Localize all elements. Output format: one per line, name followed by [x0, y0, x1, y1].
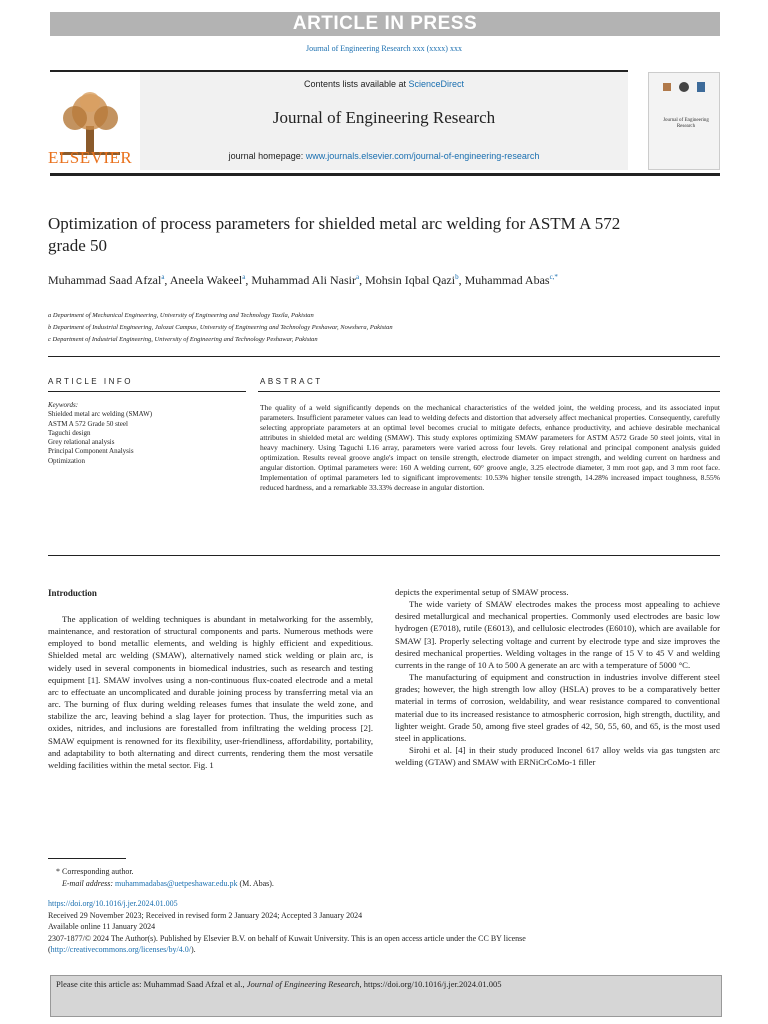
introduction-heading: Introduction	[48, 588, 97, 598]
corresponding-author-note: * Corresponding author.	[56, 867, 134, 876]
elsevier-wordmark: ELSEVIER	[48, 148, 133, 167]
info-top-rule	[48, 356, 720, 357]
author-list: Muhammad Saad Afzal$^a$, Aneela Wakeel$^a$, Muhammad Ali Nasir$^a$, Mohsin Iqbal Qazi$^b$, Muhammad Abas$^{c,*}$	[48, 273, 558, 287]
keyword-item: Optimization	[48, 456, 85, 465]
author-name[interactable]: Mohsin Iqbal Qazi	[365, 273, 456, 287]
keyword-item: Grey relational analysis	[48, 438, 115, 447]
license-link[interactable]: http://creativecommons.org/licenses/by/4.0/	[50, 945, 191, 954]
journal-homepage-link[interactable]: www.journals.elsevier.com/journal-of-engineering-research	[305, 151, 540, 161]
body-left-column	[48, 613, 373, 771]
abstract-heading: ABSTRACT	[260, 377, 323, 386]
author-affiliation-mark[interactable]: a	[242, 273, 246, 281]
doi-link[interactable]: https://doi.org/10.1016/j.jer.2024.01.005	[48, 899, 178, 908]
corresponding-author-text: Corresponding author.	[62, 867, 134, 876]
author-affiliation-mark[interactable]: c,*	[549, 273, 558, 281]
footnotes	[48, 866, 720, 889]
keyword-item: Shielded metal arc welding (SMAW)	[48, 410, 153, 419]
citation-doi[interactable]: , https://doi.org/10.1016/j.jer.2024.01.005	[359, 979, 502, 989]
sciencedirect-link[interactable]: ScienceDirect	[408, 79, 465, 89]
email-suffix: (M. Abas).	[237, 878, 274, 888]
author-affiliation-mark[interactable]: a	[355, 273, 360, 281]
author-name[interactable]: Aneela Wakeel	[169, 273, 243, 287]
affiliation-a: a Department of Mechanical Engineering, University of Engineering and Technology Taxila, Pakistan	[48, 312, 314, 319]
cover-title: Journal of Engineering Research	[663, 118, 709, 129]
available-online-date: Available online 11 January 2024	[48, 922, 156, 931]
body-paragraph: The manufacturing of equipment and construction in industries involve different steel grades; however, the high strength low alloy (HSLA) proves to be a comparatively better material in terms of corrosion, weldability, and wear resistance compared to conventional material due to its increased resistance to atmospheric corrosion, high strength, ductility, and lighter weight. Grade 50, among five steel grades of 42, 50, 55, 60, and 65, is the most used steel in applications.	[395, 672, 720, 743]
author-affiliation-mark[interactable]: a	[161, 273, 165, 281]
keyword-item: Taguchi design	[48, 428, 91, 437]
abstract-divider	[258, 391, 720, 392]
received-dates: Received 29 November 2023; Received in revised form 2 January 2024; Accepted 3 January 2024	[48, 910, 363, 920]
header-bottom-rule	[50, 173, 720, 176]
article-in-press-banner: ARTICLE IN PRESS	[50, 12, 720, 36]
keywords-block	[48, 401, 238, 466]
keyword-item: ASTM A 572 Grade 50 steel	[48, 419, 128, 428]
abstract-text: The quality of a weld significantly depends on the mechanical characteristics of the welded joint, the welding process, and its associated input parameters. Insufficient parameter values can lead to welding defects and distortion that adversely affect mechanical properties. Consequently, carefully selecting appropriate parameters at an optimal level becomes crucial to mitigate defects, enhance productivity, and achieve desirable mechanical attributes in shielded metal arc welding (SMAW). This study explores optimizing SMAW parameters for ASTM A572 Grade 50 steel joints, vital in heavy machinery. Using Taguchi L16 array, parameters were varied across four levels. Grey relational and principal component analysis guided optimization. Results reveal groove angle's impact on tensile strength, electrode diameter on impact strength, and welding current on hardness and angular distortion. Optimal parameters were: 160 A welding current, 60° groove angle, 3.25 electrode diameter, 3 mm root gap, and 3 mm root face. Implementation of optimal parameters led to significant improvements: 10.53% higher tensile strength, 14.28% increased impact toughness, 8.55% reduced hardness, and a remarkable 33.33% decrease in angular distortion.	[260, 403, 720, 493]
article-info-heading: ARTICLE INFO	[48, 377, 133, 386]
citation-journal: Journal of Engineering Research	[246, 979, 360, 989]
author-name[interactable]: Muhammad Saad Afzal	[48, 273, 162, 287]
journal-reference[interactable]: Journal of Engineering Research xxx (xxxx) xxx	[306, 44, 462, 53]
body-paragraph: Sirohi et al. [4] in their study produced Inconel 617 alloy welds via gas tungsten arc welding (GTAW) and SMAW with ERNiCrCoMo-1 filler	[395, 745, 720, 768]
keywords-label: Keywords:	[48, 401, 79, 409]
body-paragraph: The wide variety of SMAW electrodes makes the process most appealing to achieve desired metallurgical and mechanical properties. Commonly used electrodes are basic low hydrogen (E7018), rutile (E6013), and cellulosic electrodes (E6010), which are available for SMAW [3]. Properly selecting voltage and current by electrode type and size improves the desired mechanical properties. Welding voltages in the range of 15 V to 45 V and welding currents in the range of 10 A to 500 A generate an arc with a temperature of 5000 °C.	[395, 599, 720, 670]
email-note	[48, 878, 720, 890]
keyword-item: Principal Component Analysis	[48, 447, 134, 456]
contents-available-line	[140, 79, 628, 89]
body-right-column	[395, 586, 720, 768]
affiliation-c: c Department of Industrial Engineering, University of Engineering and Technology Peshawar, Pakistan	[48, 336, 318, 343]
body-paragraph: The application of welding techniques is abundant in metalworking for the assembly, maintenance, and restoration of structural components and parts. Numerous methods were employed to bond metallic elements, and welding is highly efficient and expeditious. Shielded metal arc welding (SMAW), alternatively named stick welding or plain arc, is widely used in several components in biomedical industries, such as research and testing equipment [1]. SMAW involves using a non-continuous flux-coated electrode and a metal arc to effectuate an uncomplicated and durable joining process by transferring metal via an arc. The burning of flux during welding releases fumes that insulate the weld zone, and stabilize the arc, leaving behind a slag layer for protection. Thus, the impurities such as oxides, nitrides, and inclusions are forestalled from infiltrating the welding process [2]. SMAW equipment is renowned for its flexibility, user-friendliness, affordability, portability, and adaptability to both alternating and direct currents, rendering them the most versatile welding facilities within the metal sector. Fig. 1	[48, 614, 373, 770]
affiliation-b: b Department of Industrial Engineering, Jalozai Campus, University of Engineering and Technology Peshawar, Nowshera, Pakistan	[48, 324, 393, 331]
cover-logos-icon	[649, 73, 719, 113]
license-suffix: ).	[190, 945, 196, 954]
author-email-link[interactable]: muhammadabas@uetpeshawar.edu.pk	[115, 878, 238, 888]
citation-prefix: Please cite this article as: Muhammad Saad Afzal et al.,	[56, 979, 247, 989]
contents-prefix: Contents lists available at	[303, 79, 409, 89]
article-title: Optimization of process parameters for shielded metal arc welding for ASTM A 572 grade 50	[48, 214, 621, 255]
license-prefix: 2307-1877/© 2024 The Author(s). Published by Elsevier B.V. on behalf of Kuwait University. This is an open access article under the CC BY license	[48, 933, 526, 943]
publication-info	[48, 898, 720, 956]
author-name[interactable]: Muhammad Ali Nasir	[251, 273, 356, 287]
info-bottom-rule	[48, 555, 720, 556]
author-affiliation-mark[interactable]: b	[455, 273, 459, 281]
info-divider	[48, 391, 246, 392]
homepage-prefix: journal homepage:	[228, 151, 306, 161]
license-statement: 2307-1877/© 2024 The Author(s). Published by Elsevier B.V. on behalf of Kuwait University. This is an open access article under the CC BY license (http://creativecommons.org/licenses/by/4.0/).	[48, 933, 526, 954]
footnote-rule	[48, 858, 126, 859]
email-label: E-mail address:	[62, 878, 116, 888]
body-paragraph: depicts the experimental setup of SMAW process.	[395, 587, 569, 597]
journal-homepage-line	[140, 151, 628, 161]
journal-title: Journal of Engineering Research	[272, 108, 496, 127]
citation-text	[56, 979, 716, 989]
author-name[interactable]: Muhammad Abas	[464, 273, 550, 287]
